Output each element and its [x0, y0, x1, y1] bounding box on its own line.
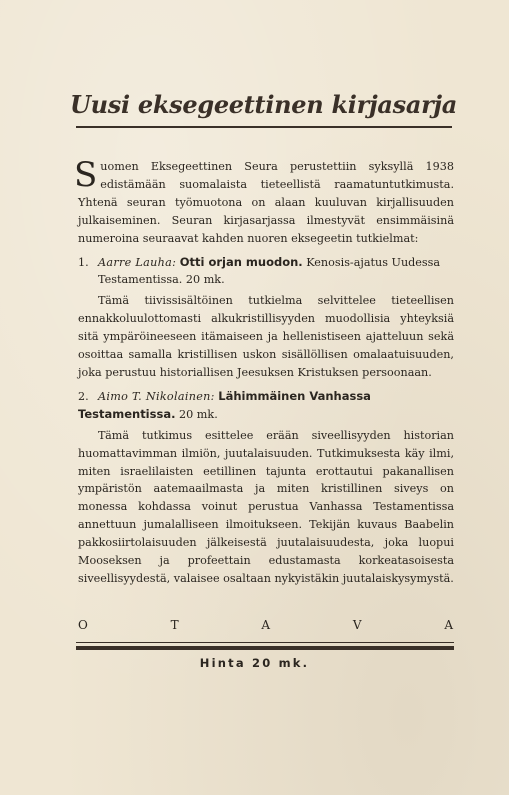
book-subtitle-cont: Testamentissa. [98, 273, 183, 287]
book-author: Aimo T. Nikolainen: [98, 389, 215, 403]
book-description: Tämä tiivissisältöinen tutkielma selvittelee tieteellisen ennakkoluulottomasti alkukristillisyyden muodollisia yhteyksiä sitä ympäröineeseen itämaiseen ja hellenistiseen ajatteluun sekä osoittaa samalla kristillisen uskon sisällöllisen omalaatuisuuden, joka perustuu historiallisen Jeesuksen Kristuksen persoonaan. [78, 294, 454, 379]
book-entry-1 [78, 254, 454, 382]
book-number: 2. [78, 389, 89, 403]
drop-cap: S [74, 155, 98, 195]
book-subtitle: Kenosis-ajatus Uudessa [306, 255, 441, 269]
book-description: Tämä tutkimus esittelee erään siveellisyyden historian huomattavimman ilmiön, juutalaisuuden. Tutkimuksesta käy ilmi, miten israelilaisten eetillinen tajunta erottautui pakanallisen ympäristön aatemaailmasta ja miten kristillinen siveys on monessa kohdassa voinut perustua Vanhassa Testamentissa annettuun jumalalliseen ilmoitukseen. Tekijän kuvaus Baabelin pakkosiirtolaisuuden jälkeisestä juutalaisuudesta, joka luopui Mooseksen ja profeettain edustamasta korkeatasoisesta siveellisyydestä, valaisee osaltaan nykyistäkin juutalaiskysymystä. [78, 428, 454, 585]
book-entry-2 [78, 388, 454, 588]
publisher-letter: A [444, 618, 454, 632]
book-subtitle-line [78, 271, 454, 289]
footer-rule-thick [76, 646, 454, 650]
price-line: Hinta 20 mk. [199, 656, 310, 670]
page-title: Uusi eksegeettinen kirjasarja [70, 90, 458, 119]
book-heading [78, 388, 454, 424]
intro-text: uomen Eksegeettinen Seura perustettiin syksyllä 1938 edistämään suomalaista tieteellistä raamatuntutkimusta. Yhtenä seuran työmuotona on alaan kuuluvan kirjallisuuden julkaiseminen. Seuran kirjasarjassa ilmestyvät ensimmäisinä numeroina seuraavat kahden nuoren eksegeetin tutkielmat: [78, 160, 454, 245]
book-number: 1. [78, 255, 89, 269]
publisher-letter: T [170, 618, 180, 632]
publisher-letter: O [78, 618, 89, 632]
footer-rule-thin [76, 642, 454, 643]
book-heading [78, 254, 454, 272]
book-title: Otti orjan muodon. [179, 254, 303, 269]
publisher-name [78, 618, 454, 632]
publisher-letter: A [261, 618, 272, 632]
intro-paragraph [74, 155, 454, 248]
title-underline [76, 126, 452, 128]
book-price: 20 mk. [185, 273, 225, 287]
book-title: Lähimmäinen Vanhassa Testamentissa. [78, 388, 371, 421]
book-price: 20 mk. [179, 407, 218, 421]
main-content [74, 155, 454, 588]
publisher-letter: V [352, 618, 363, 632]
book-author: Aarre Lauha: [98, 255, 177, 269]
